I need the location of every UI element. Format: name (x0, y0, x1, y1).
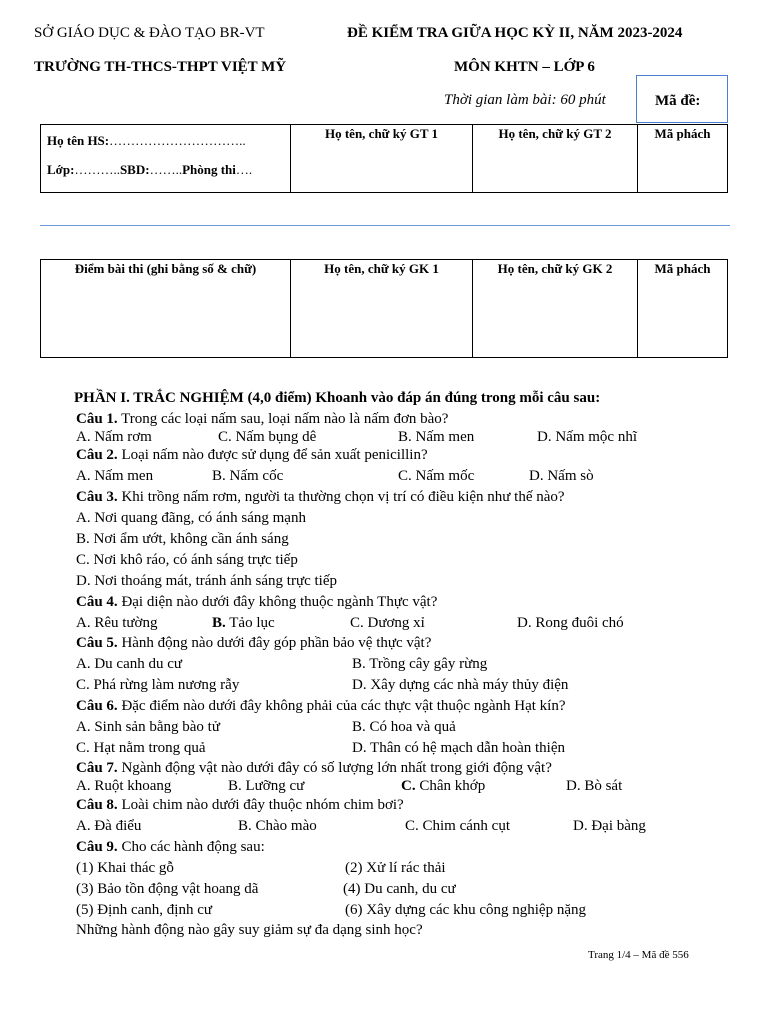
option[interactable]: D. Nấm mộc nhĩ (537, 429, 637, 445)
option[interactable]: D. Đại bàng (573, 818, 646, 834)
department-name: SỞ GIÁO DỤC & ĐÀO TẠO BR-VT (34, 25, 265, 41)
student-name-label: Họ tên HS: (47, 133, 110, 148)
class-dots: ……….. (74, 162, 120, 177)
option[interactable]: C. Nơi khô ráo, có ánh sáng trực tiếp (76, 552, 298, 568)
score-secret-code-header: Mã phách (638, 260, 728, 358)
statement: (5) Định canh, định cư (76, 902, 213, 918)
question-8 (76, 797, 404, 814)
question-4 (76, 594, 437, 611)
school-name: TRƯỜNG TH-THCS-THPT VIỆT MỸ (34, 59, 287, 75)
question-3 (76, 489, 565, 506)
student-name-dots: ………………………….. (109, 133, 246, 148)
option[interactable]: D. Thân có hệ mạch dẫn hoàn thiện (352, 740, 565, 756)
student-class-line (47, 162, 252, 178)
question-2 (76, 447, 428, 464)
option[interactable]: B. Lưỡng cư (228, 778, 305, 794)
option[interactable]: A. Ruột khoang (76, 778, 172, 794)
question-number: Câu 1. (76, 411, 118, 427)
option[interactable]: D. Bò sát (566, 778, 623, 794)
student-info-cell (41, 125, 291, 193)
statement: (6) Xây dựng các khu công nghiệp nặng (345, 902, 586, 918)
option[interactable] (212, 615, 275, 632)
exam-title: ĐỀ KIỂM TRA GIỮA HỌC KỲ II, NĂM 2023-2024 (347, 25, 683, 41)
option[interactable]: A. Rêu tường (76, 615, 158, 631)
grader1-signature-header: Họ tên, chữ ký GK 1 (291, 260, 473, 358)
option-letter: C. (401, 778, 416, 794)
question-9 (76, 839, 265, 856)
page-footer: Trang 1/4 – Mã đề 556 (588, 949, 689, 961)
statement: (1) Khai thác gỗ (76, 860, 174, 876)
proctor2-signature-header: Họ tên, chữ ký GT 2 (473, 125, 638, 193)
question-text: Hành động nào dưới đây góp phần bảo vệ thực vật? (117, 635, 432, 651)
grader2-signature-header: Họ tên, chữ ký GK 2 (473, 260, 638, 358)
question-number: Câu 9. (76, 839, 118, 855)
option[interactable]: A. Sinh sản bằng bào tử (76, 719, 220, 735)
question-6 (76, 698, 565, 715)
option[interactable]: D. Xây dựng các nhà máy thủy điện (352, 677, 569, 693)
secret-code-header: Mã phách (638, 125, 728, 193)
question-number: Câu 3. (76, 489, 118, 505)
score-header: Điểm bài thi (ghi bằng số & chữ) (41, 260, 291, 358)
question-number: Câu 4. (76, 594, 118, 610)
student-info-table (40, 124, 728, 193)
option[interactable]: B. Nơi ẩm ướt, không cần ánh sáng (76, 531, 289, 547)
option[interactable]: C. Chim cánh cụt (405, 818, 510, 834)
question-number: Câu 6. (76, 698, 118, 714)
option[interactable] (401, 778, 485, 795)
option[interactable]: B. Nấm cốc (212, 468, 284, 484)
option-text: Chân khớp (415, 778, 486, 794)
option-text: Tảo lục (225, 615, 275, 631)
question-text: Ngành động vật nào dưới đây có số lượng lớn nhất trong giới động vật? (117, 760, 552, 776)
option[interactable]: C. Dương xỉ (350, 615, 425, 631)
question-7 (76, 760, 552, 777)
question-1 (76, 411, 448, 428)
question-text: Loại nấm nào được sử dụng để sản xuất penicillin? (117, 447, 428, 463)
statement: (3) Bảo tồn động vật hoang dã (76, 881, 259, 897)
subject-title: MÔN KHTN – LỚP 6 (454, 59, 595, 75)
option[interactable]: D. Nấm sò (529, 468, 594, 484)
option[interactable]: B. Có hoa và quả (352, 719, 456, 735)
question-text: Trong các loại nấm sau, loại nấm nào là nấm đơn bào? (117, 411, 449, 427)
option[interactable]: A. Nấm rơm (76, 429, 152, 445)
option[interactable]: B. Trồng cây gây rừng (352, 656, 488, 672)
question-text: Đại diện nào dưới đây không thuộc ngành Thực vật? (117, 594, 438, 610)
option[interactable]: D. Rong đuôi chó (517, 615, 624, 631)
score-table (40, 259, 728, 358)
exam-code-label: Mã đề: (655, 93, 701, 109)
option[interactable]: A. Nấm men (76, 468, 154, 484)
option[interactable]: B. Chào mào (238, 818, 317, 834)
question-5 (76, 635, 431, 652)
class-label: Lớp: (47, 162, 75, 177)
question-number: Câu 8. (76, 797, 118, 813)
option-letter: B. (212, 615, 226, 631)
option[interactable]: A. Du canh du cư (76, 656, 183, 672)
cut-line (40, 225, 730, 226)
statement: (2) Xử lí rác thải (345, 860, 446, 876)
option[interactable]: B. Nấm men (398, 429, 475, 445)
option[interactable]: C. Nấm mốc (398, 468, 475, 484)
exam-code-box (636, 75, 728, 123)
question-number: Câu 2. (76, 447, 118, 463)
option[interactable]: A. Nơi quang đãng, có ánh sáng mạnh (76, 510, 306, 526)
time-limit: Thời gian làm bài: 60 phút (444, 92, 606, 108)
proctor1-signature-header: Họ tên, chữ ký GT 1 (291, 125, 473, 193)
option[interactable]: C. Hạt nằm trong quả (76, 740, 206, 756)
option[interactable]: D. Nơi thoáng mát, tránh ánh sáng trực tiếp (76, 573, 337, 589)
question-text: Khi trồng nấm rơm, người ta thường chọn vị trí có điều kiện như thế nào? (117, 489, 565, 505)
question-number: Câu 5. (76, 635, 118, 651)
section-title: PHẦN I. TRẮC NGHIỆM (4,0 điểm) Khoanh vào đáp án đúng trong mỗi câu sau: (74, 390, 601, 406)
option[interactable]: C. Nấm bụng dê (218, 429, 317, 445)
question-number: Câu 7. (76, 760, 118, 776)
room-label: Phòng thi (182, 162, 236, 177)
question-text: Đặc điểm nào dưới đây không phải của các thực vật thuộc ngành Hạt kín? (117, 698, 566, 714)
option[interactable]: A. Đà điểu (76, 818, 142, 834)
sbd-dots: …….. (149, 162, 183, 177)
question-9-prompt: Những hành động nào gây suy giảm sự đa dạng sinh học? (76, 922, 423, 938)
question-text: Loài chim nào dưới đây thuộc nhóm chim bơi? (117, 797, 404, 813)
sbd-label: SBD: (119, 162, 150, 177)
statement: (4) Du canh, du cư (343, 881, 456, 897)
room-dots: …. (235, 162, 253, 177)
question-text: Cho các hành động sau: (117, 839, 265, 855)
option[interactable]: C. Phá rừng làm nương rẫy (76, 677, 240, 693)
student-name-line (47, 133, 246, 149)
